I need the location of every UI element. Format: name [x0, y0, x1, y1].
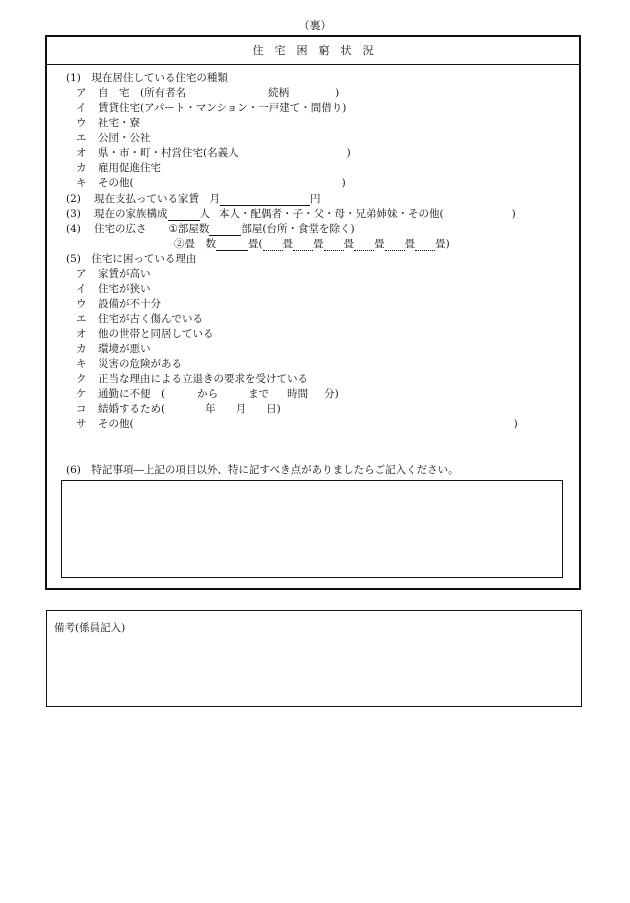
- s5-heading: (5) 住宅に困っている理由: [66, 253, 197, 265]
- remarks-label: 備考(係員記入): [54, 622, 126, 634]
- s1-item-a: ア 自 宅 (所有者名 続柄 ): [76, 87, 340, 99]
- s5-item: ウ 設備が不十分: [76, 298, 161, 310]
- s6-heading: (6) 特記事項―上記の項目以外、特に記すべき点がありましたらご記入ください。: [66, 464, 459, 476]
- s5-item: オ 他の世帯と同居している: [76, 328, 214, 340]
- s5-item-marriage: コ 結婚するため( 年 月 日): [76, 403, 281, 415]
- s4-size-rooms: (4) 住宅の広さ ①部屋数 部屋(台所・食堂を除く): [66, 223, 355, 235]
- s1-item-g: キ その他( ): [76, 177, 346, 189]
- s1-item-e: オ 県・市・町・村営住宅(名義人 ): [76, 147, 351, 159]
- s4-size-mats: ②畳 数 畳( 畳 畳 畳 畳 畳 畳): [174, 238, 450, 250]
- s5-item: ア 家賃が高い: [76, 268, 151, 280]
- family-count-field[interactable]: [168, 209, 200, 221]
- s1-item-d: エ 公団・公社: [76, 132, 151, 144]
- page-side-label: （裏）: [298, 19, 332, 32]
- mats-field[interactable]: [216, 239, 248, 251]
- housing-status-section: [45, 35, 581, 590]
- rooms-field[interactable]: [209, 224, 241, 236]
- s5-item: カ 環境が悪い: [76, 343, 151, 355]
- s5-item: キ 災害の危険がある: [76, 358, 182, 370]
- s1-item-b: イ 賃貸住宅(アパート・マンション・一戸建て・間借り): [76, 102, 347, 114]
- section-title: 住宅困窮状況: [47, 37, 579, 65]
- remarks-box[interactable]: [46, 610, 582, 707]
- s5-item: イ 住宅が狭い: [76, 283, 151, 295]
- s5-item: ク 正当な理由による立退きの要求を受けている: [76, 373, 308, 385]
- rent-field[interactable]: [220, 194, 310, 206]
- special-notes-field[interactable]: [61, 480, 563, 578]
- s5-item-commute: ケ 通勤に不便 ( から まで 時間 分): [76, 388, 339, 400]
- s5-item: エ 住宅が古く傷んでいる: [76, 313, 203, 325]
- s2-rent: (2) 現在支払っている家賃 月 円: [66, 193, 321, 205]
- s1-item-f: カ 雇用促進住宅: [76, 162, 161, 174]
- s1-item-c: ウ 社宅・寮: [76, 117, 140, 129]
- s5-item-other: サ その他( ): [76, 418, 518, 430]
- s1-heading: (1) 現在居住している住宅の種類: [66, 72, 228, 84]
- s3-family: (3) 現在の家族構成 人 本人・配偶者・子・父・母・兄弟姉妹・その他( ): [66, 208, 516, 220]
